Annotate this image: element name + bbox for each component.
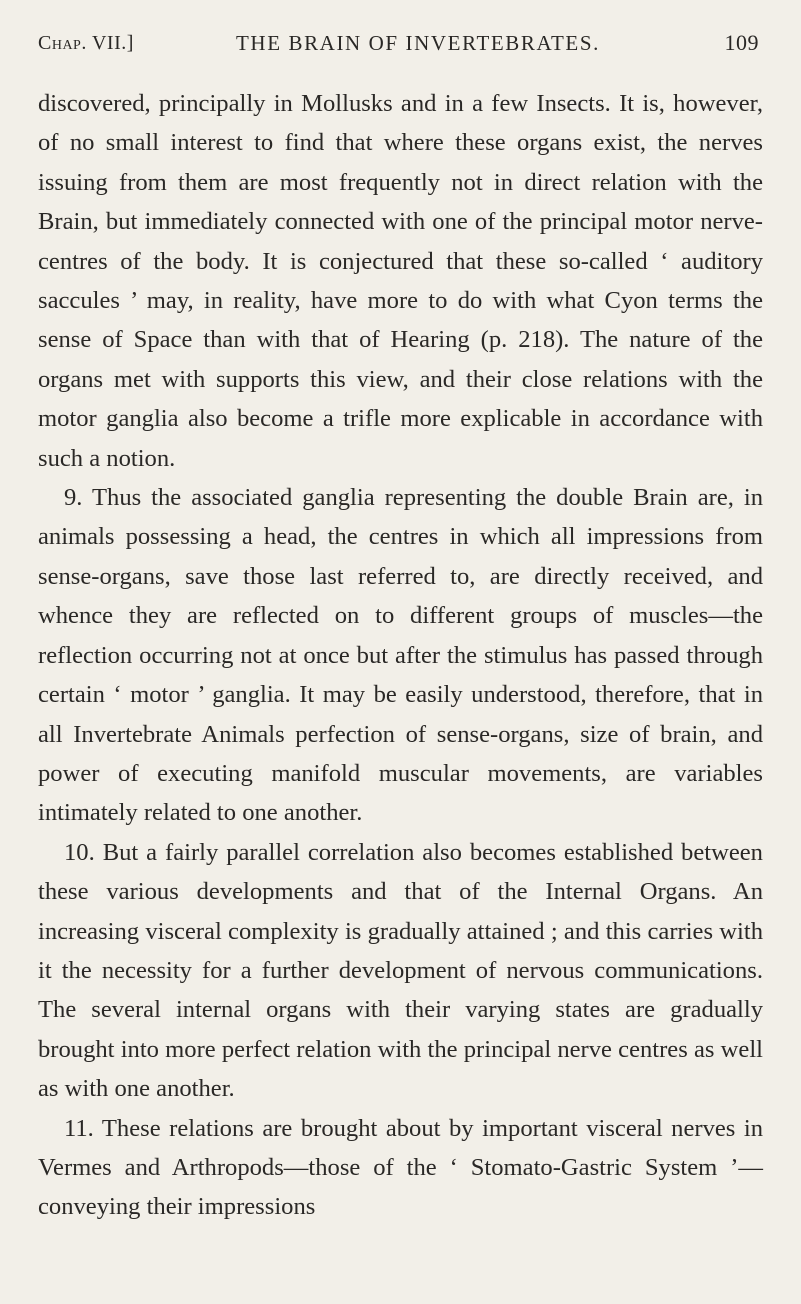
paragraph-number: 9. bbox=[64, 484, 83, 512]
paragraph-10 bbox=[38, 833, 763, 1109]
paragraph-text: Thus the associated ganglia representing the double Brain are, in animals possessing a head, the centres in which all impressions from sense-organs, save those last referred to, are directly received, and whence they are reflected on to different groups of muscles—the reflection occurring not at once but after the stimulus has passed through certain ‘ motor ’ ganglia. It may be easily understood, therefore, that in all Invertebrate Animals perfection of sense-organs, size of brain, and power of executing manifold muscular movements, are variables intimately related to one another. bbox=[38, 484, 763, 827]
paragraph-9 bbox=[38, 478, 763, 833]
chapter-label: Chap. VII.] bbox=[38, 32, 134, 54]
paragraph-number: 11. bbox=[64, 1114, 94, 1142]
paragraph-continued bbox=[38, 84, 763, 478]
paragraph-number: 10. bbox=[64, 838, 95, 866]
paragraph-text: These relations are brought about by important visceral nerves in Vermes and Arthropods—those of the ‘ Stomato-Gastric System ’—conveying their impressions bbox=[38, 1114, 763, 1221]
running-head bbox=[38, 20, 763, 66]
paragraph-text: But a fairly parallel correlation also becomes established between these various developments and that of the Internal Organs. An increasing visceral complexity is gradually attained ; and this carries with it the necessity for a further development of nervous communications. The several internal organs with their varying states are gradually brought into more perfect relation with the principal nerve centres as well as with one another. bbox=[38, 838, 763, 1103]
paragraph-11 bbox=[38, 1109, 763, 1227]
page-number: 109 bbox=[724, 30, 759, 55]
running-title: THE BRAIN OF INVERTEBRATES. bbox=[236, 31, 600, 55]
paragraph-text: discovered, principally in Mollusks and in a few Insects. It is, however, of no small interest to find that where these organs exist, the nerves issuing from them are most frequently not in direct relation with the Brain, but immediately connected with one of the principal motor nerve-centres of the body. It is conjectured that these so-called ‘ auditory saccules ’ may, in reality, have more to do with what Cyon terms the sense of Space than with that of Hearing (p. 218). The nature of the organs met with supports this view, and their close relations with the motor ganglia also become a trifle more explicable in accordance with such a notion. bbox=[38, 90, 763, 472]
body-text bbox=[38, 84, 763, 1227]
